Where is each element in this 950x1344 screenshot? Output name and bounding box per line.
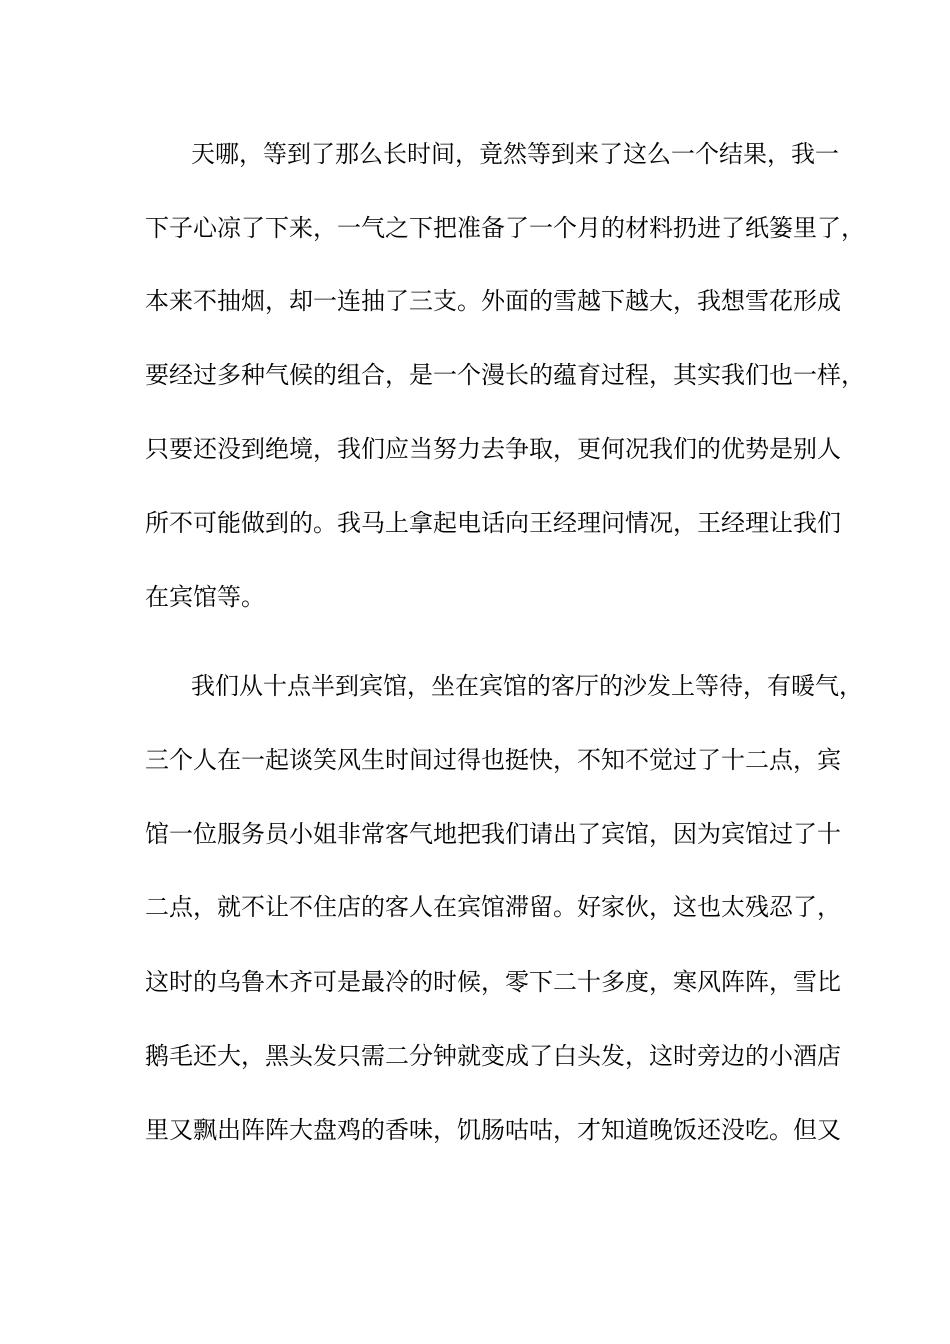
- text-line: 本来不抽烟，却一连抽了三支。外面的雪越下越大，我想雪花形成: [145, 287, 841, 315]
- text-line: 所不可能做到的。我马上拿起电话向王经理问情况，王经理让我们: [145, 509, 841, 537]
- text-line: 我们从十点半到宾馆，坐在宾馆的客厅的沙发上等待，有暖气，: [191, 672, 863, 700]
- text-line: 馆一位服务员小姐非常客气地把我们请出了宾馆，因为宾馆过了十: [145, 820, 841, 848]
- text-line: 三个人在一起谈笑风生时间过得也挺快，不知不觉过了十二点，宾: [145, 746, 841, 774]
- text-line: 鹅毛还大，黑头发只需二分钟就变成了白头发，这时旁边的小酒店: [145, 1042, 841, 1070]
- text-line: 二点，就不让不住店的客人在宾馆滞留。好家伙，这也太残忍了，: [145, 893, 841, 921]
- text-line: 这时的乌鲁木齐可是最冷的时候，零下二十多度，寒风阵阵，雪比: [145, 968, 841, 996]
- text-line: 在宾馆等。: [145, 583, 265, 611]
- text-line: 里又飘出阵阵大盘鸡的香味，饥肠咕咕，才知道晚饭还没吃。但又: [145, 1116, 841, 1144]
- text-line: 只要还没到绝境，我们应当努力去争取，更何况我们的优势是别人: [145, 435, 841, 463]
- text-line: 要经过多种气候的组合，是一个漫长的蕴育过程，其实我们也一样，: [145, 361, 865, 389]
- text-line: 天哪，等到了那么长时间，竟然等到来了这么一个结果，我一: [191, 140, 839, 168]
- text-line: 下子心凉了下来，一气之下把准备了一个月的材料扔进了纸篓里了，: [145, 214, 865, 242]
